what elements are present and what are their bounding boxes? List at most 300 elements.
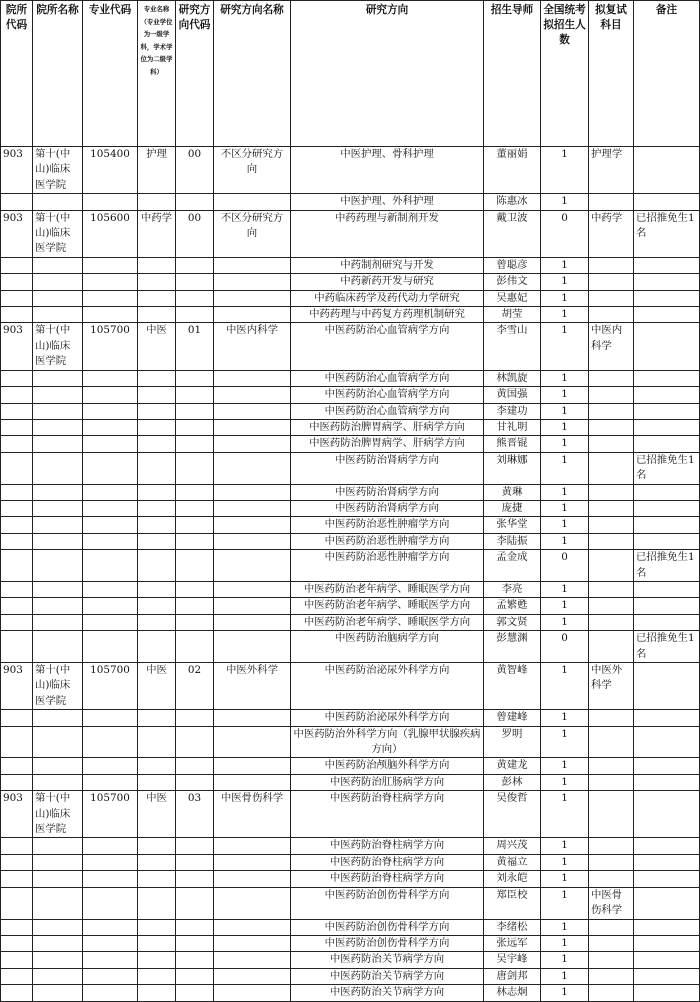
inst-code-cell — [1, 517, 33, 533]
quota-cell: 1 — [541, 726, 589, 758]
table-row — [1, 887, 700, 919]
inst-name-cell — [33, 838, 83, 854]
inst-code-cell — [1, 887, 33, 919]
dir-name-cell — [214, 517, 291, 533]
inst-code-cell — [1, 436, 33, 452]
research-cell: 中医药防治心血管病学方向 — [291, 403, 484, 419]
quota-cell: 1 — [541, 758, 589, 774]
table-row — [1, 452, 700, 484]
table-row — [1, 194, 700, 210]
note-cell: 已招推免生1名 — [634, 452, 700, 484]
note-cell: 已招推免生1名 — [634, 210, 700, 257]
research-cell: 中医药防治脾胃病学、肝病学方向 — [291, 419, 484, 435]
inst-code-cell — [1, 419, 33, 435]
research-cell: 中医药防治脑病学方向 — [291, 631, 484, 663]
quota-cell: 1 — [541, 598, 589, 614]
exam-cell — [589, 871, 634, 887]
supervisor-cell: 胡莹 — [484, 307, 541, 323]
supervisor-cell: 熊晋锟 — [484, 436, 541, 452]
major-code-cell: 105700 — [83, 663, 138, 710]
major-code-cell — [83, 935, 138, 951]
dir-code-cell: 00 — [176, 147, 214, 194]
dir-code-cell — [176, 194, 214, 210]
quota-cell: 1 — [541, 614, 589, 630]
research-cell: 中医护理、外科护理 — [291, 194, 484, 210]
dir-code-cell — [176, 484, 214, 500]
supervisor-cell: 黄国强 — [484, 387, 541, 403]
supervisor-cell: 李建功 — [484, 403, 541, 419]
dir-code-cell — [176, 500, 214, 516]
major-name-cell — [138, 419, 176, 435]
research-cell: 中医药防治关节病学方向 — [291, 952, 484, 968]
header-dir-code: 研究方向代码 — [176, 1, 214, 147]
dir-code-cell — [176, 631, 214, 663]
major-code-cell — [83, 484, 138, 500]
exam-cell — [589, 581, 634, 597]
table-row — [1, 919, 700, 935]
dir-code-cell: 02 — [176, 663, 214, 710]
table-row — [1, 854, 700, 870]
note-cell — [634, 726, 700, 758]
inst-code-cell — [1, 452, 33, 484]
exam-cell — [589, 290, 634, 306]
supervisor-cell: 李陆振 — [484, 533, 541, 549]
inst-name-cell — [33, 581, 83, 597]
supervisor-cell: 庞捷 — [484, 500, 541, 516]
quota-cell: 1 — [541, 935, 589, 951]
dir-code-cell — [176, 871, 214, 887]
exam-cell — [589, 952, 634, 968]
supervisor-cell: 唐剑邦 — [484, 968, 541, 984]
exam-cell — [589, 985, 634, 1001]
inst-name-cell — [33, 257, 83, 273]
quota-cell: 0 — [541, 550, 589, 582]
header-inst-name: 院所名称 — [33, 1, 83, 147]
research-cell: 中医药防治脊柱病学方向 — [291, 854, 484, 870]
major-name-cell — [138, 436, 176, 452]
inst-code-cell — [1, 257, 33, 273]
major-name-cell — [138, 838, 176, 854]
inst-name-cell: 第十(中山)临床医学院 — [33, 791, 83, 838]
major-name-cell — [138, 484, 176, 500]
exam-cell — [589, 194, 634, 210]
quota-cell: 1 — [541, 370, 589, 386]
inst-code-cell — [1, 500, 33, 516]
table-row — [1, 726, 700, 758]
inst-name-cell — [33, 758, 83, 774]
major-code-cell — [83, 985, 138, 1001]
note-cell — [634, 919, 700, 935]
inst-name-cell — [33, 774, 83, 790]
inst-name-cell: 第十(中山)临床医学院 — [33, 210, 83, 257]
inst-name-cell: 第十(中山)临床医学院 — [33, 147, 83, 194]
major-code-cell — [83, 631, 138, 663]
dir-code-cell — [176, 952, 214, 968]
inst-name-cell — [33, 370, 83, 386]
research-cell: 中医药防治创伤骨科学方向 — [291, 919, 484, 935]
header-inst-code: 院所代码 — [1, 1, 33, 147]
note-cell — [634, 968, 700, 984]
supervisor-cell: 周兴茂 — [484, 838, 541, 854]
note-cell — [634, 274, 700, 290]
dir-name-cell — [214, 452, 291, 484]
major-code-cell — [83, 257, 138, 273]
dir-name-cell — [214, 290, 291, 306]
table-row — [1, 968, 700, 984]
supervisor-cell: 曾建峰 — [484, 710, 541, 726]
research-cell: 中医药防治心血管病学方向 — [291, 387, 484, 403]
research-cell: 中药药理与中药复方药理机制研究 — [291, 307, 484, 323]
exam-cell — [589, 500, 634, 516]
quota-cell: 1 — [541, 838, 589, 854]
note-cell — [634, 436, 700, 452]
table-row — [1, 147, 700, 194]
dir-name-cell — [214, 952, 291, 968]
dir-name-cell — [214, 710, 291, 726]
table-row — [1, 274, 700, 290]
major-code-cell — [83, 387, 138, 403]
supervisor-cell: 黄建龙 — [484, 758, 541, 774]
table-row — [1, 323, 700, 370]
inst-code-cell — [1, 774, 33, 790]
dir-name-cell — [214, 614, 291, 630]
dir-name-cell — [214, 631, 291, 663]
quota-cell: 1 — [541, 919, 589, 935]
note-cell — [634, 533, 700, 549]
major-code-cell — [83, 774, 138, 790]
research-cell: 中医药防治创伤骨科学方向 — [291, 887, 484, 919]
dir-name-cell — [214, 854, 291, 870]
major-name-cell — [138, 614, 176, 630]
table-row — [1, 614, 700, 630]
research-cell: 中医药防治关节病学方向 — [291, 985, 484, 1001]
exam-cell — [589, 791, 634, 838]
inst-code-cell — [1, 758, 33, 774]
research-cell: 中医药防治肛肠病学方向 — [291, 774, 484, 790]
table-row — [1, 403, 700, 419]
note-cell — [634, 985, 700, 1001]
inst-name-cell — [33, 887, 83, 919]
table-row — [1, 935, 700, 951]
dir-code-cell — [176, 968, 214, 984]
quota-cell: 1 — [541, 710, 589, 726]
supervisor-cell: 张华堂 — [484, 517, 541, 533]
supervisor-cell: 黄智峰 — [484, 663, 541, 710]
major-name-cell: 中医 — [138, 323, 176, 370]
major-code-cell — [83, 370, 138, 386]
research-cell: 中医药防治关节病学方向 — [291, 968, 484, 984]
dir-name-cell — [214, 968, 291, 984]
header-row — [1, 1, 700, 147]
research-cell: 中药临床药学及药代动力学研究 — [291, 290, 484, 306]
quota-cell: 1 — [541, 147, 589, 194]
note-cell — [634, 370, 700, 386]
research-cell: 中医药防治老年病学、睡眠医学方向 — [291, 614, 484, 630]
major-name-cell — [138, 403, 176, 419]
note-cell — [634, 614, 700, 630]
exam-cell — [589, 533, 634, 549]
major-code-cell — [83, 726, 138, 758]
inst-name-cell — [33, 726, 83, 758]
inst-name-cell — [33, 500, 83, 516]
note-cell — [634, 952, 700, 968]
quota-cell: 1 — [541, 323, 589, 370]
quota-cell: 0 — [541, 210, 589, 257]
quota-cell: 0 — [541, 631, 589, 663]
major-code-cell — [83, 758, 138, 774]
research-cell: 中医药防治外科学方向（乳腺甲状腺疾病方向） — [291, 726, 484, 758]
exam-cell — [589, 919, 634, 935]
major-name-cell — [138, 387, 176, 403]
inst-code-cell — [1, 919, 33, 935]
exam-cell: 中医内科学 — [589, 323, 634, 370]
inst-code-cell — [1, 726, 33, 758]
dir-code-cell — [176, 517, 214, 533]
table-row — [1, 663, 700, 710]
supervisor-cell: 彭慧渊 — [484, 631, 541, 663]
table-row — [1, 517, 700, 533]
inst-name-cell: 第十(中山)临床医学院 — [33, 323, 83, 370]
table-row — [1, 290, 700, 306]
dir-name-cell — [214, 726, 291, 758]
dir-code-cell — [176, 985, 214, 1001]
dir-name-cell — [214, 419, 291, 435]
quota-cell: 1 — [541, 436, 589, 452]
major-name-cell — [138, 194, 176, 210]
table-row — [1, 550, 700, 582]
exam-cell — [589, 631, 634, 663]
quota-cell: 1 — [541, 419, 589, 435]
research-cell: 中医药防治恶性肿瘤学方向 — [291, 550, 484, 582]
inst-code-cell — [1, 387, 33, 403]
major-code-cell: 105400 — [83, 147, 138, 194]
dir-code-cell — [176, 887, 214, 919]
inst-code-cell: 903 — [1, 147, 33, 194]
exam-cell — [589, 307, 634, 323]
header-exam: 拟复试科目 — [589, 1, 634, 147]
major-name-cell — [138, 887, 176, 919]
inst-code-cell — [1, 194, 33, 210]
inst-code-cell — [1, 598, 33, 614]
header-research: 研究方向 — [291, 1, 484, 147]
inst-code-cell — [1, 581, 33, 597]
supervisor-cell: 彭林 — [484, 774, 541, 790]
inst-code-cell — [1, 370, 33, 386]
research-cell: 中医护理、骨科护理 — [291, 147, 484, 194]
table-row — [1, 436, 700, 452]
header-major-code: 专业代码 — [83, 1, 138, 147]
note-cell — [634, 257, 700, 273]
table-row — [1, 631, 700, 663]
exam-cell — [589, 403, 634, 419]
major-code-cell — [83, 500, 138, 516]
major-code-cell — [83, 968, 138, 984]
note-cell — [634, 854, 700, 870]
note-cell — [634, 791, 700, 838]
research-cell: 中医药防治肾病学方向 — [291, 484, 484, 500]
dir-name-cell — [214, 838, 291, 854]
major-code-cell — [83, 436, 138, 452]
research-cell: 中药制剂研究与开发 — [291, 257, 484, 273]
supervisor-cell: 陈惠冰 — [484, 194, 541, 210]
supervisor-cell: 甘礼明 — [484, 419, 541, 435]
major-name-cell — [138, 533, 176, 549]
note-cell — [634, 838, 700, 854]
major-name-cell — [138, 854, 176, 870]
supervisor-cell: 林凯旋 — [484, 370, 541, 386]
dir-code-cell — [176, 550, 214, 582]
header-quota: 全国统考拟招生人数 — [541, 1, 589, 147]
table-row — [1, 710, 700, 726]
table-row — [1, 985, 700, 1001]
major-name-cell — [138, 710, 176, 726]
inst-name-cell — [33, 452, 83, 484]
note-cell — [634, 147, 700, 194]
dir-name-cell — [214, 887, 291, 919]
dir-code-cell — [176, 370, 214, 386]
dir-name-cell — [214, 403, 291, 419]
quota-cell: 1 — [541, 500, 589, 516]
dir-name-cell: 中医内科学 — [214, 323, 291, 370]
inst-code-cell: 903 — [1, 323, 33, 370]
dir-name-cell — [214, 774, 291, 790]
table-row — [1, 307, 700, 323]
dir-name-cell — [214, 533, 291, 549]
major-name-cell — [138, 581, 176, 597]
supervisor-cell: 李亮 — [484, 581, 541, 597]
table-row — [1, 419, 700, 435]
dir-name-cell — [214, 985, 291, 1001]
dir-name-cell — [214, 581, 291, 597]
exam-cell — [589, 387, 634, 403]
supervisor-cell: 李雪山 — [484, 323, 541, 370]
inst-code-cell — [1, 550, 33, 582]
major-code-cell — [83, 919, 138, 935]
exam-cell — [589, 968, 634, 984]
header-major-name: 专业名称（专业学位为一级学科，学术学位为二级学科） — [138, 1, 176, 147]
research-cell: 中医药防治肾病学方向 — [291, 500, 484, 516]
major-name-cell — [138, 257, 176, 273]
inst-name-cell — [33, 290, 83, 306]
major-code-cell — [83, 854, 138, 870]
supervisor-cell: 李绪松 — [484, 919, 541, 935]
inst-code-cell — [1, 854, 33, 870]
major-code-cell — [83, 581, 138, 597]
note-cell — [634, 500, 700, 516]
exam-cell — [589, 838, 634, 854]
inst-name-cell: 第十(中山)临床医学院 — [33, 663, 83, 710]
dir-code-cell — [176, 919, 214, 935]
inst-name-cell — [33, 985, 83, 1001]
note-cell — [634, 307, 700, 323]
note-cell — [634, 323, 700, 370]
dir-code-cell — [176, 581, 214, 597]
research-cell: 中医药防治泌尿外科学方向 — [291, 710, 484, 726]
exam-cell — [589, 484, 634, 500]
table-row — [1, 257, 700, 273]
inst-code-cell — [1, 968, 33, 984]
research-cell: 中医药防治肾病学方向 — [291, 452, 484, 484]
inst-name-cell — [33, 919, 83, 935]
quota-cell: 1 — [541, 774, 589, 790]
inst-name-cell — [33, 631, 83, 663]
major-name-cell — [138, 598, 176, 614]
dir-name-cell: 不区分研究方向 — [214, 210, 291, 257]
major-name-cell — [138, 274, 176, 290]
major-code-cell — [83, 274, 138, 290]
supervisor-cell: 黄福立 — [484, 854, 541, 870]
dir-code-cell — [176, 274, 214, 290]
quota-cell: 1 — [541, 791, 589, 838]
supervisor-cell: 刘琳娜 — [484, 452, 541, 484]
dir-code-cell — [176, 935, 214, 951]
note-cell — [634, 387, 700, 403]
major-code-cell — [83, 307, 138, 323]
supervisor-cell: 刘永皑 — [484, 871, 541, 887]
table-row — [1, 791, 700, 838]
note-cell — [634, 419, 700, 435]
note-cell — [634, 871, 700, 887]
exam-cell: 中医骨伤科学 — [589, 887, 634, 919]
major-code-cell — [83, 838, 138, 854]
inst-name-cell — [33, 968, 83, 984]
inst-name-cell — [33, 871, 83, 887]
inst-name-cell — [33, 419, 83, 435]
dir-name-cell — [214, 500, 291, 516]
major-code-cell — [83, 710, 138, 726]
header-supervisor: 招生导师 — [484, 1, 541, 147]
supervisor-cell: 张远军 — [484, 935, 541, 951]
research-cell: 中医药防治脊柱病学方向 — [291, 871, 484, 887]
dir-code-cell — [176, 838, 214, 854]
major-code-cell: 105600 — [83, 210, 138, 257]
inst-code-cell — [1, 403, 33, 419]
dir-code-cell — [176, 614, 214, 630]
note-cell — [634, 935, 700, 951]
major-name-cell — [138, 919, 176, 935]
exam-cell: 中药学 — [589, 210, 634, 257]
exam-cell: 护理学 — [589, 147, 634, 194]
research-cell: 中医药防治颅脑外科学方向 — [291, 758, 484, 774]
dir-code-cell — [176, 726, 214, 758]
major-code-cell — [83, 517, 138, 533]
inst-name-cell — [33, 854, 83, 870]
research-cell: 中医药防治泌尿外科学方向 — [291, 663, 484, 710]
dir-code-cell: 03 — [176, 791, 214, 838]
inst-code-cell — [1, 484, 33, 500]
dir-code-cell — [176, 774, 214, 790]
dir-code-cell — [176, 403, 214, 419]
research-cell: 中药新药开发与研究 — [291, 274, 484, 290]
major-name-cell — [138, 985, 176, 1001]
research-cell: 中医药防治心血管病学方向 — [291, 323, 484, 370]
major-name-cell — [138, 500, 176, 516]
exam-cell — [589, 774, 634, 790]
inst-code-cell: 903 — [1, 791, 33, 838]
header-note: 备注 — [634, 1, 700, 147]
note-cell — [634, 581, 700, 597]
research-cell: 中医药防治老年病学、睡眠医学方向 — [291, 598, 484, 614]
supervisor-cell: 林志炯 — [484, 985, 541, 1001]
exam-cell — [589, 758, 634, 774]
dir-name-cell — [214, 484, 291, 500]
inst-code-cell — [1, 274, 33, 290]
quota-cell: 1 — [541, 194, 589, 210]
major-name-cell — [138, 631, 176, 663]
note-cell: 已招推免生1名 — [634, 631, 700, 663]
dir-name-cell — [214, 550, 291, 582]
dir-code-cell — [176, 710, 214, 726]
